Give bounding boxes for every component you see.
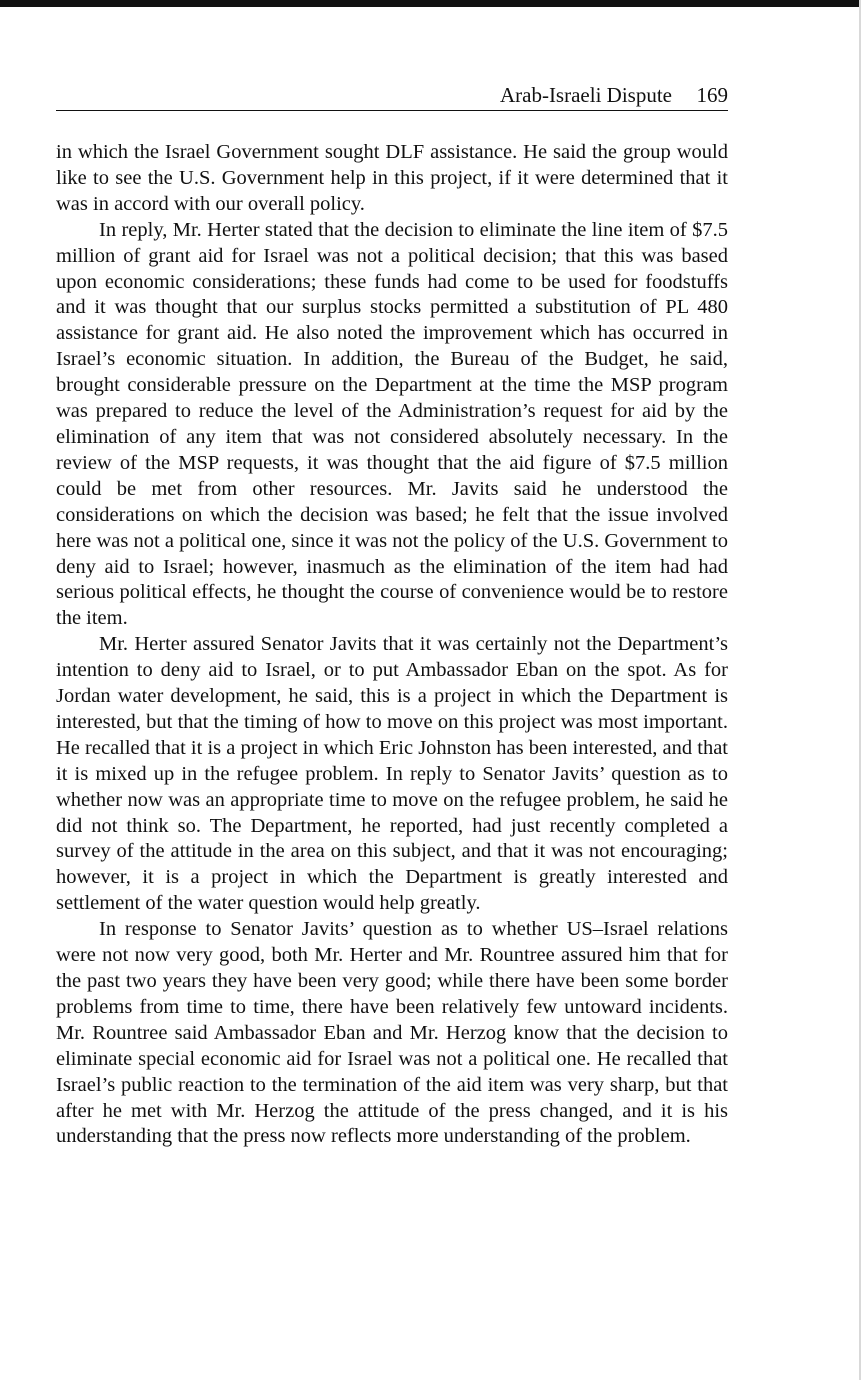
page-number: 169 xyxy=(696,83,728,107)
running-head xyxy=(56,82,728,111)
paragraph-continued: in which the Israel Government sought DLF assistance. He said the group would like to see the U.S. Government help in this project, if it were determined that it was in accord with our overall policy. xyxy=(56,141,728,215)
page-top-edge xyxy=(0,0,861,7)
paragraph-herter-assurance: Mr. Herter assured Senator Javits that it was certainly not the Department’s intention to deny aid to Israel, or to put Ambassador Eban on the spot. As for Jordan water development, he said, this is a project in which the Department is interested, but that the timing of how to move on this project was most important. He recalled that it is a project in which Eric Johnston has been interested, and that it is mixed up in the refugee problem. In reply to Senator Javits’ question as to whether now was an appropriate time to move on the refugee problem, he said he did not think so. The Department, he reported, had just recently completed a survey of the attitude in the area on this subject, and that it was not encouraging; however, it is a project in which the Department is greatly interested and settlement of the water question would help greatly. xyxy=(56,633,728,915)
paragraph-herter-reply: In reply, Mr. Herter stated that the decision to eliminate the line item of $7.5 million of grant aid for Israel was not a political decision; that this was based upon economic considerations; these funds had come to be used for foodstuffs and it was thought that our surplus stocks permitted a substitution of PL 480 assistance for grant aid. He also noted the improvement which has occurred in Israel’s economic situation. In addition, the Bureau of the Budget, he said, brought considerable pressure on the Department at the time the MSP program was prepared to reduce the level of the Administration’s request for aid by the elimination of any item that was not considered absolutely necessary. In the review of the MSP requests, it was thought that the aid figure of $7.5 million could be met from other resources. Mr. Javits said he understood the considerations on which the decision was based; he felt that the issue involved here was not a political one, since it was not the policy of the U.S. Government to deny aid to Israel; however, inasmuch as the elimination of the item had had serious political effects, he thought the course of convenience would be to restore the item. xyxy=(56,218,728,630)
paragraph-us-israel-relations: In response to Senator Javits’ question as to whether US–Israel relations were not now very good, both Mr. Herter and Mr. Rountree assured him that for the past two years they have been very good; while there have been some border problems from time to time, there have been relatively few untoward incidents. Mr. Rountree said Ambassador Eban and Mr. Herzog know that the decision to eliminate special economic aid for Israel was not a political one. He recalled that Israel’s public reaction to the termination of the aid item was very sharp, but that after he met with Mr. Herzog the attitude of the press changed, and it is his understanding that the press now reflects more understanding of the problem. xyxy=(56,918,728,1148)
body-text xyxy=(56,140,728,1150)
running-head-title: Arab-Israeli Dispute xyxy=(499,83,672,107)
